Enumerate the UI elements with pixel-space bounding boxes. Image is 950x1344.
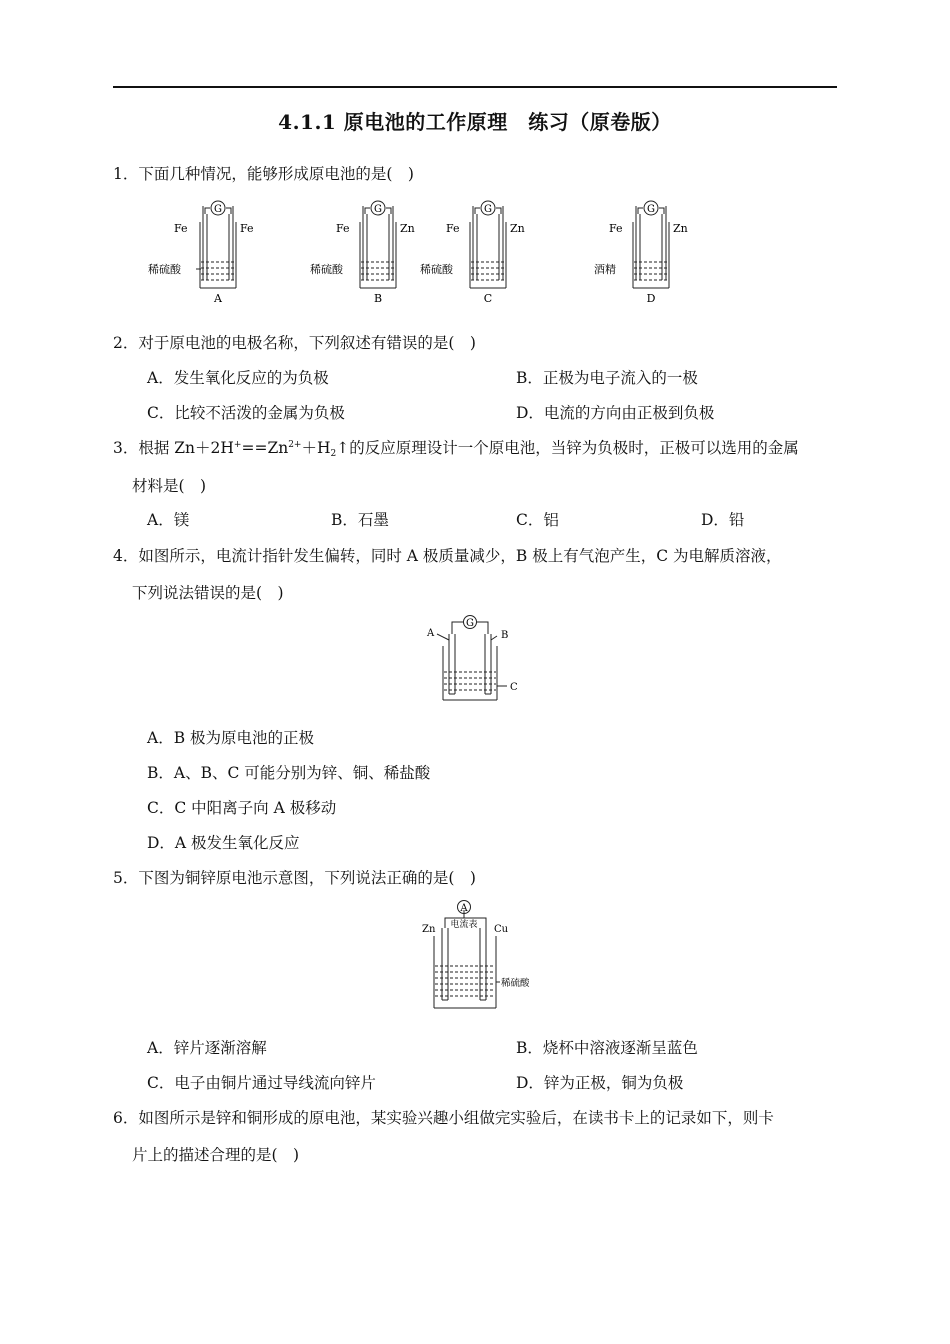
q3-stem-c: ＋H xyxy=(301,439,331,457)
q3-sub1: 2 xyxy=(330,449,337,459)
q2-stem: 2．对于原电池的电极名称，下列叙述有错误的是( ) xyxy=(113,334,476,352)
q4-option-c: C．C 中阳离子向 A 极移动 xyxy=(147,799,337,817)
q1-c-label: C xyxy=(483,292,493,305)
page-title: 4.1.1 原电池的工作原理 练习（原卷版） xyxy=(278,110,672,134)
q1-d-label: D xyxy=(646,292,656,305)
q3-stem xyxy=(113,438,799,458)
q1-d-galvanometer: G xyxy=(647,204,655,215)
q1-c-right-electrode: Zn xyxy=(510,222,525,235)
q1-figure-c xyxy=(420,196,535,312)
q4-figure xyxy=(425,612,525,711)
q5-right-electrode: Cu xyxy=(494,924,509,935)
q1-d-solution: 酒精 xyxy=(594,263,616,276)
q1-figure-a xyxy=(148,196,265,312)
q3-stem-a: 3．根据 Zn＋2H xyxy=(113,439,234,457)
q4-option-a: A．B 极为原电池的正极 xyxy=(147,729,315,747)
q1-b-right-electrode: Zn xyxy=(400,222,415,235)
q1-c-left-electrode: Fe xyxy=(446,222,460,235)
q5-option-c: C．电子由铜片通过导线流向锌片 xyxy=(147,1074,376,1092)
q1-a-left-electrode: Fe xyxy=(174,222,188,235)
q1-a-galvanometer: G xyxy=(214,204,222,215)
q1-c-galvanometer: G xyxy=(484,204,492,215)
q1-d-left-electrode: Fe xyxy=(609,222,623,235)
q3-stem-d: ↑的反应原理设计一个原电池，当锌为负极时，正极可以选用的金属 xyxy=(336,439,799,457)
q1-b-left-electrode: Fe xyxy=(336,222,350,235)
q1-a-right-electrode: Fe xyxy=(240,222,254,235)
q6-stem-cont: 片上的描述合理的是( ) xyxy=(132,1146,300,1164)
q4-label-a: A xyxy=(427,628,435,639)
q4-stem-cont: 下列说法错误的是( ) xyxy=(132,584,284,602)
q5-option-a: A．锌片逐渐溶解 xyxy=(147,1039,267,1057)
q3-option-c: C．铝 xyxy=(516,511,559,529)
header-rule xyxy=(113,86,837,88)
q2-option-c: C．比较不活泼的金属为负极 xyxy=(147,404,345,422)
q5-figure xyxy=(420,896,540,1018)
q4-option-d: D．A 极发生氧化反应 xyxy=(147,834,300,852)
q5-meter-symbol: A xyxy=(460,903,468,914)
q3-stem-b: ==Zn xyxy=(241,439,289,457)
q3-option-a: A．镁 xyxy=(147,511,190,529)
q5-solution: 稀硫酸 xyxy=(501,978,530,989)
q2-option-a: A．发生氧化反应的为负极 xyxy=(147,369,329,387)
q4-label-c: C xyxy=(510,682,518,693)
q4-option-b: B．A、B、C 可能分别为锌、铜、稀盐酸 xyxy=(147,764,431,782)
q5-meter-label: 电流表 xyxy=(450,920,478,930)
q1-c-solution: 稀硫酸 xyxy=(420,263,453,276)
q4-galvanometer: G xyxy=(466,618,474,629)
q2-option-d: D．电流的方向由正极到负极 xyxy=(516,404,715,422)
q1-a-solution: 稀硫酸 xyxy=(148,263,181,276)
q5-stem: 5．下图为铜锌原电池示意图，下列说法正确的是( ) xyxy=(113,869,476,887)
q1-figure-b xyxy=(310,196,425,312)
q1-b-label: B xyxy=(373,292,383,305)
q1-b-solution: 稀硫酸 xyxy=(310,263,343,276)
q1-stem: 1．下面几种情况，能够形成原电池的是( ) xyxy=(113,165,414,183)
q1-a-label: A xyxy=(214,292,222,305)
q3-option-b: B．石墨 xyxy=(331,511,389,529)
q3-option-d: D．铅 xyxy=(701,511,745,529)
q4-stem: 4．如图所示，电流计指针发生偏转，同时 A 极质量减少，B 极上有气泡产生，C 为电解质溶液， xyxy=(113,547,782,565)
q5-left-electrode: Zn xyxy=(422,924,436,935)
q1-figure-d xyxy=(594,196,703,312)
q1-d-right-electrode: Zn xyxy=(673,222,688,235)
q5-option-d: D．锌为正极，铜为负极 xyxy=(516,1074,684,1092)
q3-sup2: 2+ xyxy=(288,440,302,450)
q2-option-b: B．正极为电子流入的一极 xyxy=(516,369,698,387)
q6-stem: 6．如图所示是锌和铜形成的原电池，某实验兴趣小组做完实验后，在读书卡上的记录如下，则卡 xyxy=(113,1109,774,1127)
q4-label-b: B xyxy=(501,630,509,641)
q1-b-galvanometer: G xyxy=(374,204,382,215)
q5-option-b: B．烧杯中溶液逐渐呈蓝色 xyxy=(516,1039,698,1057)
q3-sup1: + xyxy=(233,440,242,450)
q3-stem-cont: 材料是( ) xyxy=(132,477,207,495)
